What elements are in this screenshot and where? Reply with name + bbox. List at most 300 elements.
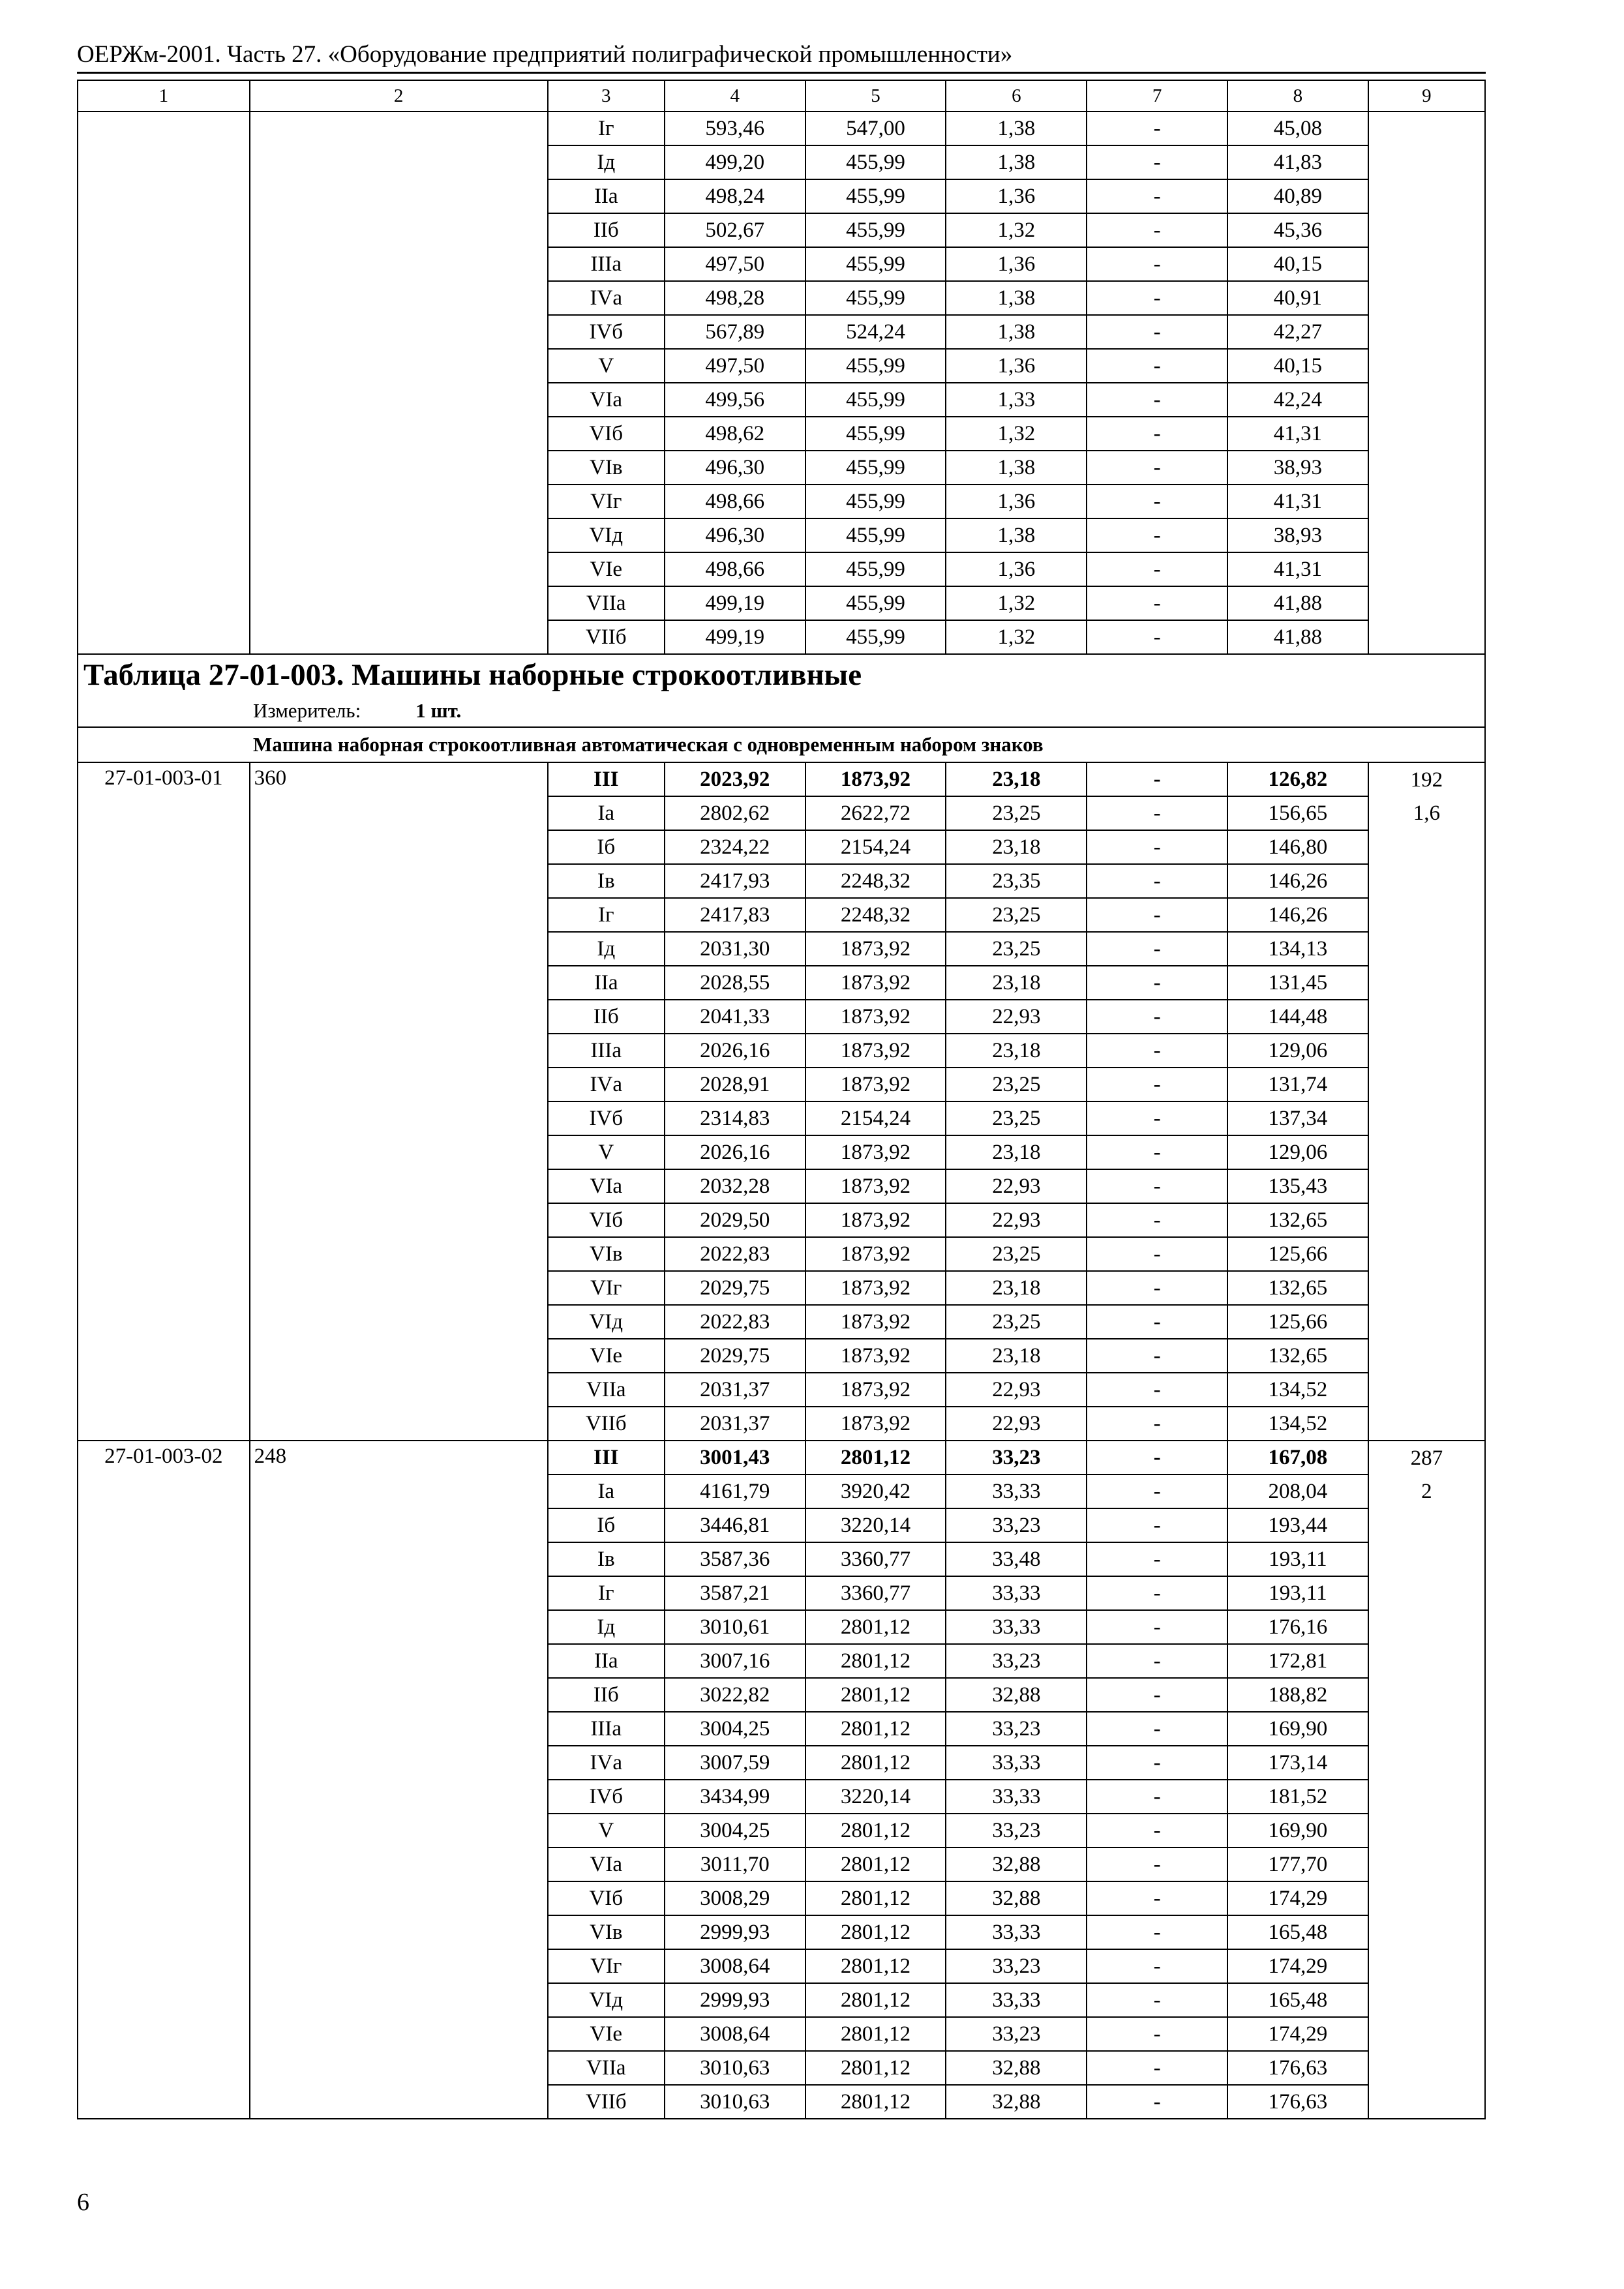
value-cell: IVа bbox=[548, 1068, 665, 1101]
value-cell: 2622,72 bbox=[805, 796, 946, 830]
table-row bbox=[78, 383, 1485, 417]
value-cell: - bbox=[1087, 932, 1227, 966]
note-cell bbox=[1368, 1610, 1485, 1644]
value-cell: - bbox=[1087, 1474, 1227, 1508]
value-cell: VIIа bbox=[548, 586, 665, 620]
table-row bbox=[78, 552, 1485, 586]
value-cell: 1873,92 bbox=[805, 762, 946, 796]
note-cell bbox=[1368, 1915, 1485, 1949]
value-cell: 1873,92 bbox=[805, 1000, 946, 1034]
note-cell bbox=[1368, 1814, 1485, 1848]
note-cell bbox=[1368, 1712, 1485, 1746]
value-cell: 126,82 bbox=[1227, 762, 1368, 796]
table-row bbox=[78, 620, 1485, 654]
value-cell: 2801,12 bbox=[805, 1983, 946, 2017]
value-cell: 45,36 bbox=[1227, 213, 1368, 247]
column-header: 2 bbox=[250, 80, 548, 112]
note-cell bbox=[1368, 1305, 1485, 1339]
value-cell: 22,93 bbox=[946, 1169, 1087, 1203]
value-cell: - bbox=[1087, 1542, 1227, 1576]
value-cell: 2801,12 bbox=[805, 2051, 946, 2085]
note-cell bbox=[1368, 1000, 1485, 1034]
value-cell: - bbox=[1087, 966, 1227, 1000]
value-cell: 1,38 bbox=[946, 145, 1087, 179]
value-cell: - bbox=[1087, 1034, 1227, 1068]
value-cell: - bbox=[1087, 830, 1227, 864]
note-cell bbox=[1368, 620, 1485, 654]
value-cell: 23,25 bbox=[946, 898, 1087, 932]
value-cell: 3434,99 bbox=[665, 1780, 805, 1814]
value-cell: Iб bbox=[548, 1508, 665, 1542]
value-cell: 3007,16 bbox=[665, 1644, 805, 1678]
value-cell: 455,99 bbox=[805, 485, 946, 518]
code-cell bbox=[78, 485, 250, 518]
value-cell: 2417,93 bbox=[665, 864, 805, 898]
value-cell: 23,25 bbox=[946, 1305, 1087, 1339]
note-cell bbox=[1368, 864, 1485, 898]
table-row bbox=[78, 451, 1485, 485]
value-cell: - bbox=[1087, 1678, 1227, 1712]
value-cell: 129,06 bbox=[1227, 1034, 1368, 1068]
note-cell bbox=[1368, 383, 1485, 417]
table-row bbox=[78, 349, 1485, 383]
value-cell: VIа bbox=[548, 383, 665, 417]
value-cell: 132,65 bbox=[1227, 1271, 1368, 1305]
value-cell: IVб bbox=[548, 315, 665, 349]
value-cell: 3446,81 bbox=[665, 1508, 805, 1542]
code-cell bbox=[78, 620, 250, 654]
value-cell: 23,25 bbox=[946, 932, 1087, 966]
value-cell: 1,38 bbox=[946, 281, 1087, 315]
note-cell bbox=[1368, 485, 1485, 518]
note-cell bbox=[1368, 179, 1485, 213]
note-cell bbox=[1368, 1339, 1485, 1373]
value-cell: 3008,64 bbox=[665, 1949, 805, 1983]
note-cell bbox=[1368, 145, 1485, 179]
value-cell: VIб bbox=[548, 1881, 665, 1915]
value-cell: VIа bbox=[548, 1169, 665, 1203]
page-header-title: ОЕРЖм-2001. Часть 27. «Оборудование предприятий полиграфической промышленности» bbox=[77, 41, 1013, 68]
value-cell: 156,65 bbox=[1227, 796, 1368, 830]
value-cell: 1873,92 bbox=[805, 1068, 946, 1101]
value-cell: - bbox=[1087, 451, 1227, 485]
value-cell: 40,91 bbox=[1227, 281, 1368, 315]
value-cell: VIIа bbox=[548, 2051, 665, 2085]
value-cell: 498,62 bbox=[665, 417, 805, 451]
value-cell: - bbox=[1087, 1610, 1227, 1644]
value-cell: 1873,92 bbox=[805, 966, 946, 1000]
value-cell: 1873,92 bbox=[805, 1373, 946, 1407]
value-cell: 455,99 bbox=[805, 383, 946, 417]
value-cell: - bbox=[1087, 417, 1227, 451]
value-cell: 2999,93 bbox=[665, 1915, 805, 1949]
name-cell bbox=[250, 383, 548, 417]
value-cell: 169,90 bbox=[1227, 1712, 1368, 1746]
value-cell: 137,34 bbox=[1227, 1101, 1368, 1135]
value-cell: 193,11 bbox=[1227, 1576, 1368, 1610]
code-cell bbox=[78, 417, 250, 451]
value-cell: VIб bbox=[548, 417, 665, 451]
table-row bbox=[78, 315, 1485, 349]
value-cell: 131,45 bbox=[1227, 966, 1368, 1000]
value-cell: 33,23 bbox=[946, 1644, 1087, 1678]
note-cell bbox=[1368, 1949, 1485, 1983]
value-cell: 3007,59 bbox=[665, 1746, 805, 1780]
value-cell: - bbox=[1087, 796, 1227, 830]
value-cell: 125,66 bbox=[1227, 1237, 1368, 1271]
value-cell: 3011,70 bbox=[665, 1848, 805, 1881]
note-cell bbox=[1368, 1508, 1485, 1542]
code-cell bbox=[78, 213, 250, 247]
value-cell: 2801,12 bbox=[805, 1949, 946, 1983]
value-cell: 2029,50 bbox=[665, 1203, 805, 1237]
value-cell: 132,65 bbox=[1227, 1339, 1368, 1373]
value-cell: - bbox=[1087, 1000, 1227, 1034]
value-cell: - bbox=[1087, 1237, 1227, 1271]
value-cell: 498,66 bbox=[665, 552, 805, 586]
section-title-cell bbox=[78, 654, 1485, 695]
value-cell: - bbox=[1087, 383, 1227, 417]
value-cell: 42,24 bbox=[1227, 383, 1368, 417]
value-cell: 41,31 bbox=[1227, 552, 1368, 586]
value-cell: 2032,28 bbox=[665, 1169, 805, 1203]
column-header: 1 bbox=[78, 80, 250, 112]
code-cell bbox=[78, 349, 250, 383]
value-cell: 498,24 bbox=[665, 179, 805, 213]
value-cell: 134,52 bbox=[1227, 1407, 1368, 1441]
value-cell: - bbox=[1087, 1068, 1227, 1101]
value-cell: 3587,21 bbox=[665, 1576, 805, 1610]
value-cell: 1873,92 bbox=[805, 1169, 946, 1203]
value-cell: 3001,43 bbox=[665, 1441, 805, 1474]
value-cell: Iв bbox=[548, 864, 665, 898]
measure-label: Измеритель: bbox=[253, 699, 361, 722]
code-cell bbox=[78, 451, 250, 485]
value-cell: IIб bbox=[548, 1000, 665, 1034]
value-cell: 23,18 bbox=[946, 1271, 1087, 1305]
value-cell: 1873,92 bbox=[805, 1339, 946, 1373]
value-cell: - bbox=[1087, 1814, 1227, 1848]
value-cell: 2801,12 bbox=[805, 1610, 946, 1644]
value-cell: 499,19 bbox=[665, 620, 805, 654]
value-cell: 2801,12 bbox=[805, 1881, 946, 1915]
note-cell bbox=[1368, 1983, 1485, 2017]
subsection-row bbox=[78, 727, 1485, 762]
value-cell: 2041,33 bbox=[665, 1000, 805, 1034]
value-cell: 455,99 bbox=[805, 213, 946, 247]
value-cell: Iг bbox=[548, 1576, 665, 1610]
value-cell: 1,36 bbox=[946, 349, 1087, 383]
value-cell: 1,36 bbox=[946, 485, 1087, 518]
value-cell: 173,14 bbox=[1227, 1746, 1368, 1780]
table-row bbox=[78, 281, 1485, 315]
name-cell bbox=[250, 315, 548, 349]
value-cell: - bbox=[1087, 1135, 1227, 1169]
value-cell: 2031,30 bbox=[665, 932, 805, 966]
value-cell: 1873,92 bbox=[805, 1305, 946, 1339]
value-cell: 33,33 bbox=[946, 1610, 1087, 1644]
value-cell: 193,11 bbox=[1227, 1542, 1368, 1576]
name-cell bbox=[250, 145, 548, 179]
value-cell: 3022,82 bbox=[665, 1678, 805, 1712]
value-cell: 455,99 bbox=[805, 518, 946, 552]
name-cell bbox=[250, 586, 548, 620]
value-cell: 33,23 bbox=[946, 1712, 1087, 1746]
value-cell: 2154,24 bbox=[805, 1101, 946, 1135]
value-cell: VIе bbox=[548, 2017, 665, 2051]
value-cell: 3360,77 bbox=[805, 1576, 946, 1610]
value-cell: - bbox=[1087, 1712, 1227, 1746]
name-cell bbox=[250, 349, 548, 383]
value-cell: 176,16 bbox=[1227, 1610, 1368, 1644]
value-cell: 33,33 bbox=[946, 1780, 1087, 1814]
value-cell: 2028,55 bbox=[665, 966, 805, 1000]
value-cell: 176,63 bbox=[1227, 2051, 1368, 2085]
value-cell: 2801,12 bbox=[805, 1915, 946, 1949]
value-cell: III bbox=[548, 762, 665, 796]
value-cell: 2248,32 bbox=[805, 898, 946, 932]
value-cell: 181,52 bbox=[1227, 1780, 1368, 1814]
value-cell: 2029,75 bbox=[665, 1339, 805, 1373]
table-row bbox=[78, 213, 1485, 247]
value-cell: VIIб bbox=[548, 1407, 665, 1441]
value-cell: 41,83 bbox=[1227, 145, 1368, 179]
value-cell: IIа bbox=[548, 966, 665, 1000]
value-cell: Iб bbox=[548, 830, 665, 864]
value-cell: 23,25 bbox=[946, 1237, 1087, 1271]
value-cell: VIIб bbox=[548, 2085, 665, 2119]
value-cell: IVа bbox=[548, 1746, 665, 1780]
note-cell bbox=[1368, 1542, 1485, 1576]
value-cell: 502,67 bbox=[665, 213, 805, 247]
value-cell: - bbox=[1087, 1576, 1227, 1610]
value-cell: 3010,63 bbox=[665, 2085, 805, 2119]
value-cell: - bbox=[1087, 1848, 1227, 1881]
value-cell: 125,66 bbox=[1227, 1305, 1368, 1339]
name-cell bbox=[250, 179, 548, 213]
measure-row bbox=[78, 695, 1485, 727]
name-cell: 248 bbox=[250, 1441, 548, 2119]
name-cell bbox=[250, 620, 548, 654]
value-cell: IVб bbox=[548, 1780, 665, 1814]
value-cell: 134,52 bbox=[1227, 1373, 1368, 1407]
value-cell: 4161,79 bbox=[665, 1474, 805, 1508]
note-cell bbox=[1368, 1678, 1485, 1712]
value-cell: VIг bbox=[548, 1949, 665, 1983]
value-cell: 172,81 bbox=[1227, 1644, 1368, 1678]
note-cell bbox=[1368, 112, 1485, 145]
name-cell bbox=[250, 451, 548, 485]
note-cell bbox=[1368, 2017, 1485, 2051]
note-cell bbox=[1368, 1373, 1485, 1407]
value-cell: - bbox=[1087, 1949, 1227, 1983]
value-cell: 40,15 bbox=[1227, 247, 1368, 281]
value-cell: 177,70 bbox=[1227, 1848, 1368, 1881]
value-cell: 499,56 bbox=[665, 383, 805, 417]
value-cell: 33,23 bbox=[946, 1949, 1087, 1983]
value-cell: IIIа bbox=[548, 1034, 665, 1068]
value-cell: 3360,77 bbox=[805, 1542, 946, 1576]
name-cell bbox=[250, 552, 548, 586]
value-cell: 2031,37 bbox=[665, 1407, 805, 1441]
name-cell bbox=[250, 281, 548, 315]
code-cell bbox=[78, 247, 250, 281]
value-cell: 176,63 bbox=[1227, 2085, 1368, 2119]
table-row bbox=[78, 417, 1485, 451]
value-cell: 2802,62 bbox=[665, 796, 805, 830]
value-cell: 1,33 bbox=[946, 383, 1087, 417]
value-cell: - bbox=[1087, 247, 1227, 281]
value-cell: - bbox=[1087, 2017, 1227, 2051]
code-cell bbox=[78, 315, 250, 349]
note-cell: 287 bbox=[1368, 1441, 1485, 1474]
value-cell: IIб bbox=[548, 213, 665, 247]
note-cell bbox=[1368, 1203, 1485, 1237]
value-cell: 1,36 bbox=[946, 552, 1087, 586]
value-cell: 32,88 bbox=[946, 1678, 1087, 1712]
value-cell: 455,99 bbox=[805, 586, 946, 620]
value-cell: 42,27 bbox=[1227, 315, 1368, 349]
value-cell: - bbox=[1087, 1508, 1227, 1542]
value-cell: - bbox=[1087, 213, 1227, 247]
value-cell: - bbox=[1087, 112, 1227, 145]
value-cell: 45,08 bbox=[1227, 112, 1368, 145]
code-cell bbox=[78, 383, 250, 417]
code-cell bbox=[78, 179, 250, 213]
value-cell: VIа bbox=[548, 1848, 665, 1881]
value-cell: IIIа bbox=[548, 247, 665, 281]
value-cell: 33,33 bbox=[946, 1576, 1087, 1610]
value-cell: - bbox=[1087, 1339, 1227, 1373]
note-cell bbox=[1368, 552, 1485, 586]
value-cell: 2023,92 bbox=[665, 762, 805, 796]
value-cell: 2999,93 bbox=[665, 1983, 805, 2017]
value-cell: 174,29 bbox=[1227, 1949, 1368, 1983]
value-cell: - bbox=[1087, 315, 1227, 349]
value-cell: - bbox=[1087, 1169, 1227, 1203]
value-cell: 455,99 bbox=[805, 247, 946, 281]
rates-table bbox=[77, 80, 1486, 2119]
value-cell: 524,24 bbox=[805, 315, 946, 349]
note-cell bbox=[1368, 932, 1485, 966]
value-cell: 174,29 bbox=[1227, 2017, 1368, 2051]
note-cell bbox=[1368, 1644, 1485, 1678]
value-cell: 33,48 bbox=[946, 1542, 1087, 1576]
table-row bbox=[78, 485, 1485, 518]
value-cell: VIв bbox=[548, 1915, 665, 1949]
value-cell: - bbox=[1087, 1271, 1227, 1305]
value-cell: - bbox=[1087, 1441, 1227, 1474]
name-cell bbox=[250, 518, 548, 552]
value-cell: IIа bbox=[548, 1644, 665, 1678]
value-cell: 2801,12 bbox=[805, 2085, 946, 2119]
value-cell: 3004,25 bbox=[665, 1814, 805, 1848]
value-cell: 33,23 bbox=[946, 1508, 1087, 1542]
name-cell bbox=[250, 247, 548, 281]
value-cell: 32,88 bbox=[946, 1881, 1087, 1915]
value-cell: 499,19 bbox=[665, 586, 805, 620]
value-cell: 40,89 bbox=[1227, 179, 1368, 213]
value-cell: 2324,22 bbox=[665, 830, 805, 864]
value-cell: 23,18 bbox=[946, 830, 1087, 864]
value-cell: 33,33 bbox=[946, 1746, 1087, 1780]
note-cell bbox=[1368, 966, 1485, 1000]
value-cell: 2154,24 bbox=[805, 830, 946, 864]
note-cell bbox=[1368, 1780, 1485, 1814]
value-cell: 1873,92 bbox=[805, 1034, 946, 1068]
value-cell: 23,25 bbox=[946, 796, 1087, 830]
section-title: Таблица 27-01-003. Машины наборные строкоотливные bbox=[83, 658, 862, 692]
measure-cell bbox=[78, 695, 1485, 727]
value-cell: 2029,75 bbox=[665, 1271, 805, 1305]
value-cell: 3004,25 bbox=[665, 1712, 805, 1746]
value-cell: 1873,92 bbox=[805, 1203, 946, 1237]
value-cell: 23,35 bbox=[946, 864, 1087, 898]
value-cell: 1873,92 bbox=[805, 932, 946, 966]
note-cell bbox=[1368, 1271, 1485, 1305]
value-cell: 23,18 bbox=[946, 762, 1087, 796]
value-cell: 131,74 bbox=[1227, 1068, 1368, 1101]
value-cell: 455,99 bbox=[805, 552, 946, 586]
value-cell: 41,31 bbox=[1227, 417, 1368, 451]
value-cell: 32,88 bbox=[946, 2085, 1087, 2119]
value-cell: 593,46 bbox=[665, 112, 805, 145]
value-cell: - bbox=[1087, 1983, 1227, 2017]
value-cell: 174,29 bbox=[1227, 1881, 1368, 1915]
value-cell: 1,36 bbox=[946, 247, 1087, 281]
column-header: 9 bbox=[1368, 80, 1485, 112]
value-cell: 2022,83 bbox=[665, 1237, 805, 1271]
value-cell: 455,99 bbox=[805, 620, 946, 654]
value-cell: - bbox=[1087, 518, 1227, 552]
value-cell: VIг bbox=[548, 1271, 665, 1305]
table-row bbox=[78, 145, 1485, 179]
value-cell: 23,18 bbox=[946, 1034, 1087, 1068]
column-header: 6 bbox=[946, 80, 1087, 112]
value-cell: 2031,37 bbox=[665, 1373, 805, 1407]
value-cell: VIв bbox=[548, 1237, 665, 1271]
value-cell: Iв bbox=[548, 1542, 665, 1576]
value-cell: 496,30 bbox=[665, 518, 805, 552]
note-cell: 192 bbox=[1368, 762, 1485, 796]
value-cell: VIе bbox=[548, 552, 665, 586]
code-cell bbox=[78, 552, 250, 586]
value-cell: - bbox=[1087, 1373, 1227, 1407]
column-header: 5 bbox=[805, 80, 946, 112]
value-cell: 33,23 bbox=[946, 1441, 1087, 1474]
name-cell: 360 bbox=[250, 762, 548, 1441]
note-cell bbox=[1368, 213, 1485, 247]
value-cell: - bbox=[1087, 485, 1227, 518]
value-cell: 2801,12 bbox=[805, 2017, 946, 2051]
note-cell bbox=[1368, 586, 1485, 620]
value-cell: IVб bbox=[548, 1101, 665, 1135]
note-cell bbox=[1368, 1407, 1485, 1441]
name-cell bbox=[250, 485, 548, 518]
value-cell: 2026,16 bbox=[665, 1135, 805, 1169]
value-cell: 23,18 bbox=[946, 966, 1087, 1000]
note-cell bbox=[1368, 1135, 1485, 1169]
value-cell: 2801,12 bbox=[805, 1746, 946, 1780]
value-cell: - bbox=[1087, 586, 1227, 620]
value-cell: 1,36 bbox=[946, 179, 1087, 213]
note-cell: 1,6 bbox=[1368, 796, 1485, 830]
value-cell: 22,93 bbox=[946, 1373, 1087, 1407]
header-rule bbox=[77, 72, 1486, 74]
value-cell: 455,99 bbox=[805, 349, 946, 383]
value-cell: 3920,42 bbox=[805, 1474, 946, 1508]
value-cell: 144,48 bbox=[1227, 1000, 1368, 1034]
